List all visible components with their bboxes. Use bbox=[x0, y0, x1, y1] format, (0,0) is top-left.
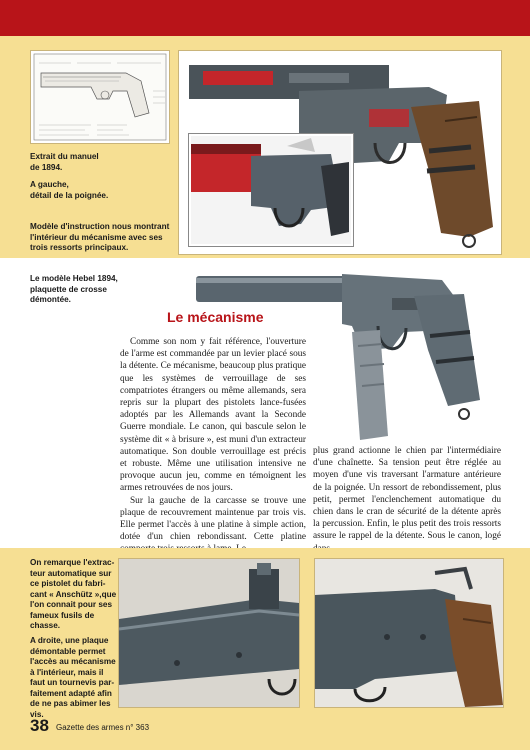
side-plate-drawing bbox=[315, 559, 503, 707]
article-right-column bbox=[313, 445, 501, 555]
article-paragraph: Sur la gauche de la carcasse se trouve une plaque de recouvrement maintenue par trois vis. Elle permet l'accès à une platine à simple action, dotée d'un chien rebondissant. Cette platine bbox=[120, 495, 306, 543]
manual-diagram-drawing bbox=[31, 51, 169, 143]
caption-plate: A droite, une plaque démontable permet l'accès au mécanisme à l'intérieur, mais il faut un tournevis par- faitement adapté afin de ne pas abimer les vis. bbox=[30, 636, 116, 719]
caption-extractor: On remarque l'extrac- teur automatique sur ce pistolet du fabri- cant « Anschütz »,que l'on connait pour ses fameux fusils de chasse. bbox=[30, 558, 117, 630]
side-plate-photo bbox=[314, 558, 504, 708]
caption-instruction: Modèle d'instruction nous montrant l'intérieur du mécanisme avec ses trois ressorts principaux. bbox=[30, 222, 170, 252]
grip-detail-drawing bbox=[191, 136, 351, 244]
extractor-photo bbox=[118, 558, 300, 708]
grip-detail-photo bbox=[189, 134, 353, 246]
caption-grip: A gauche, détail de la poignée. bbox=[30, 180, 109, 200]
article-left-column bbox=[120, 336, 306, 556]
extractor-drawing bbox=[119, 559, 299, 707]
manual-diagram bbox=[30, 50, 170, 144]
header-bar bbox=[0, 0, 530, 36]
article-paragraph: plus grand actionne le chien par l'intermédiaire d'une chaînette. Sa tension peut être réglée au moyen d'une vis traversant l'armature antérieure de la poignée. Un ressort de rebondissement, plus petit, permet l'enclenchement automatique du chien dans le cran de sécurité de la détente après la percussion. Enfin, le plus petit des trois ressorts assure le rappel de la détente. Sous le canon, logé bbox=[313, 446, 501, 542]
article-title: Le mécanisme bbox=[167, 309, 264, 325]
page-number: 38 bbox=[30, 716, 49, 735]
article-paragraph: Comme son nom y fait référence, l'ouverture de l'arme est commandée par un levier placé sous la détente. Ce mécanisme, beaucoup plus pratique que les systèmes de verrouillage de ses compatriotes étrangers ou même allemands, sera repris sur la plupart des pistolets lance-fusées adoptés par les Allemands avant la Seconde Guerre mondiale. Le canon, qui bascule selon le système dit « à brisure », est muni d'un extracteur automatique. Son double verrouillage est précis et robuste. Même une utilisation intensive ne provoque aucun jeu, comme en témoignent les armes retrouvées de nos jours. bbox=[120, 337, 306, 494]
caption-manual: Extrait du manuel de 1894. bbox=[30, 152, 99, 172]
caption-hebel: Le modèle Hebel 1894, plaquette de crosse démontée. bbox=[30, 274, 118, 304]
publication-name: Gazette des armes n° 363 bbox=[56, 723, 150, 732]
